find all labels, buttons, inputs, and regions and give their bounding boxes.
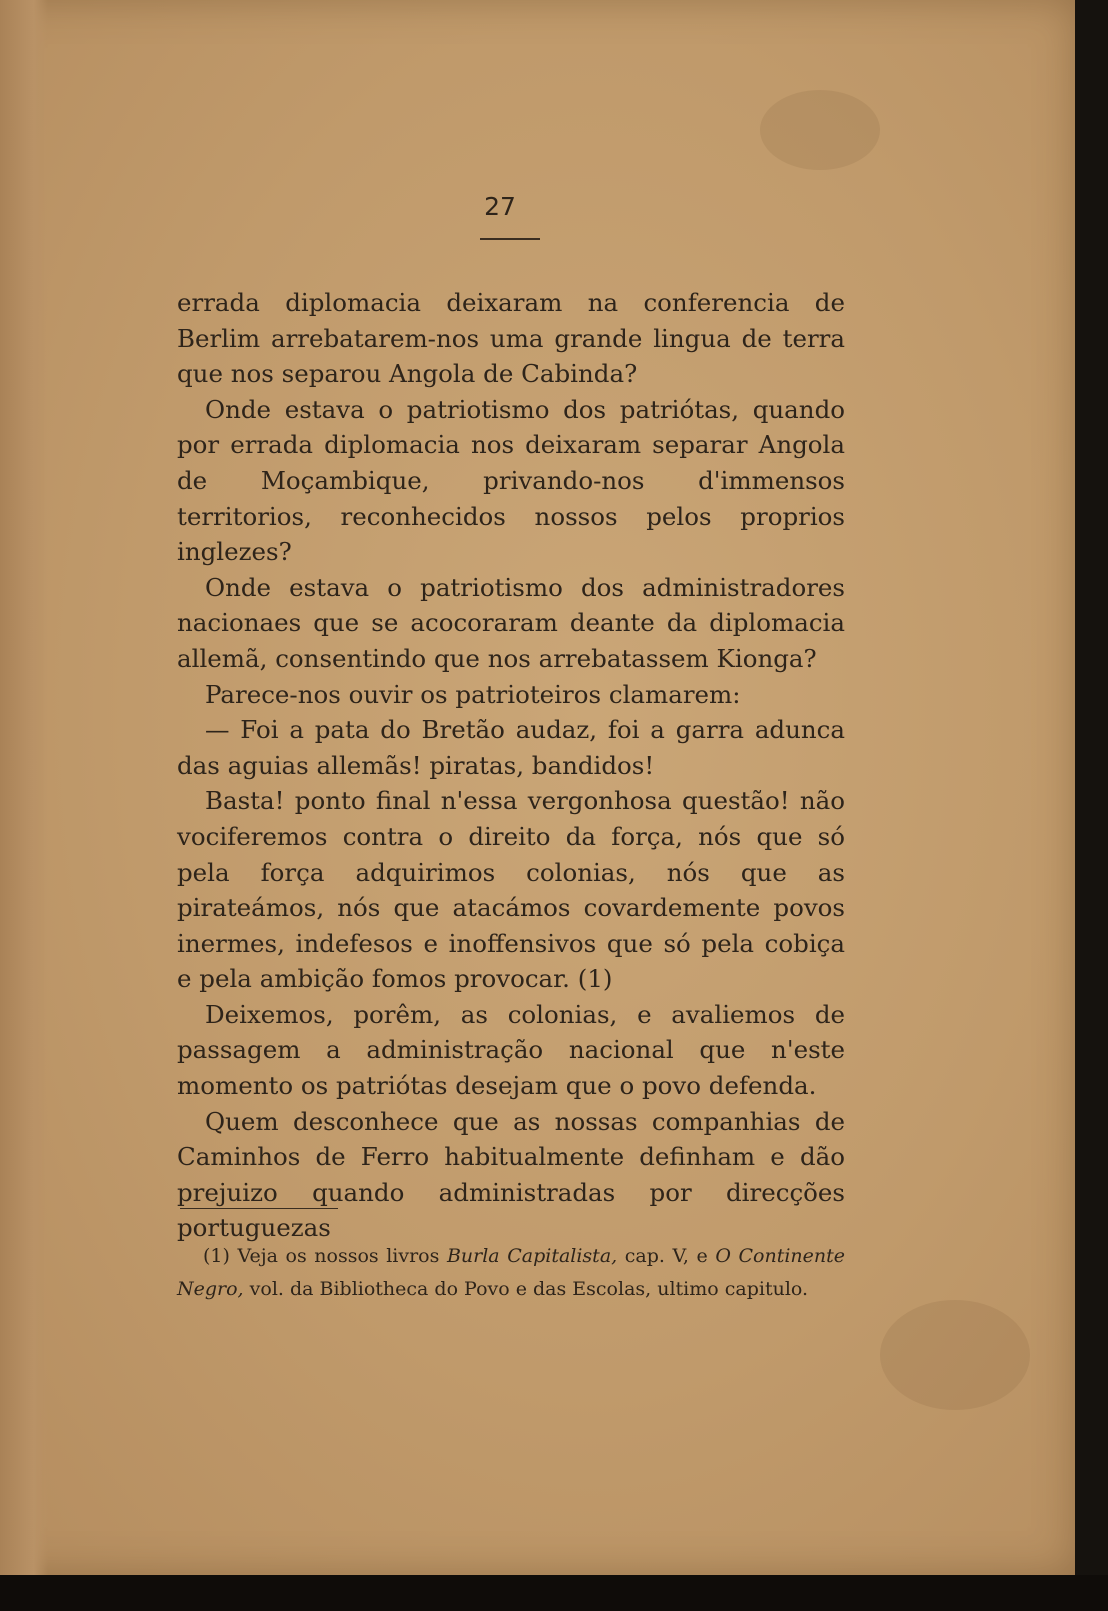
page-left-edge <box>0 0 48 1575</box>
paragraph-3: Onde estava o patriotismo dos administradores nacionaes que se acocoraram deante da diplomacia allemã, consentindo que nos arrebatassem Kionga? <box>177 572 845 673</box>
paragraph-6 <box>177 783 845 997</box>
footnote <box>177 1240 845 1306</box>
footnote-title-1: Burla Capitalista, <box>446 1245 618 1267</box>
paragraph-4: Parece-nos ouvir os patrioteiros clamarem: <box>205 679 741 709</box>
paragraph-7: Deixemos, porêm, as colonias, e avaliemos de passagem a administração nacional que n'este momento os patriótas desejam que o povo defenda. <box>177 999 845 1101</box>
paper-stain <box>880 1300 1030 1410</box>
footnote-text-2: cap. V, e <box>624 1245 708 1267</box>
body-text <box>177 285 845 1246</box>
footnote-marker: (1) <box>203 1245 230 1267</box>
page-number-rule <box>480 238 540 240</box>
paragraph-5: — Foi a pata do Bretão audaz, foi a garra adunca das aguias allemãs! piratas, bandidos! <box>177 715 845 780</box>
scan-bottom-border <box>0 1575 1108 1611</box>
paper-stain <box>760 90 880 170</box>
footnote-text-3: vol. da Bibliotheca do Povo e das Escolas, ultimo capitulo. <box>249 1278 809 1300</box>
paragraph-2: Onde estava o patriotismo dos patriótas, quando por errada diplomacia nos deixaram separar Angola de Moçambique, privando-nos d'immensos territorios, reconhecidos nossos pelos proprios inglezes? <box>177 394 845 567</box>
footnote-reference: (1) <box>577 964 613 994</box>
page-number: 27 <box>484 192 516 221</box>
paragraph-1: errada diplomacia deixaram na conferencia de Berlim arrebatarem-nos uma grande lingua de terra que nos separou Angola de Cabinda? <box>177 288 845 389</box>
footnote-title-2: O Continente Negro, <box>177 1245 846 1300</box>
paragraph-8: Quem desconhece que as nossas companhias de Caminhos de Ferro habitualmente definham e dão prejuizo quando administradas por direcções portuguezas <box>177 1106 845 1243</box>
footnote-text-1: Veja os nossos livros <box>237 1245 440 1267</box>
footnote-rule <box>180 1208 338 1209</box>
paragraph-6-text: Basta! ponto final n'essa vergonhosa questão! não vociferemos contra o direito da força, nós que só pela força adquirimos colonias, nós que as pirateámos, nós que atacámos covardemente povos inermes, indefesos e inoffensivos que só pela cobiça e pela ambição fomos provocar. <box>177 786 845 994</box>
